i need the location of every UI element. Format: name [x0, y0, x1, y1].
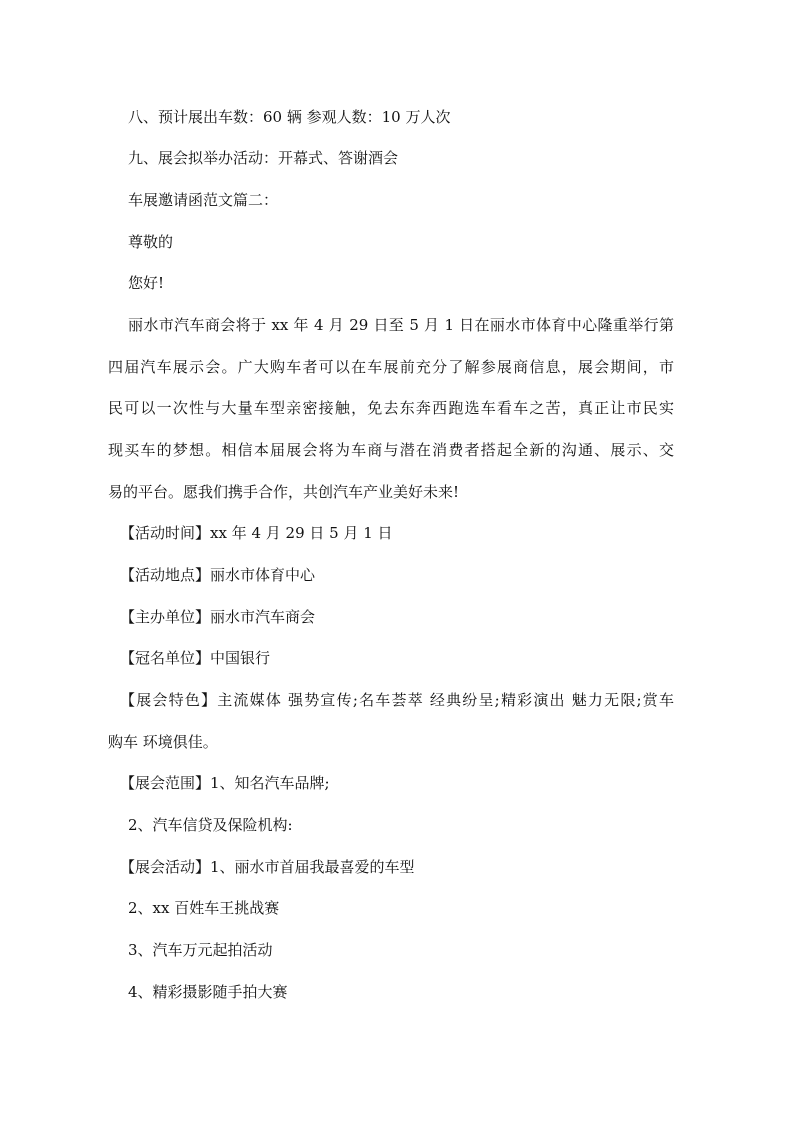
activity-item: 2、xx 百姓车王挑战赛: [128, 899, 280, 917]
exhibition-features: 【展会特色】主流媒体 强势宣传;名车荟萃 经典纷呈;精彩演出 魅力无限;赏车: [120, 691, 674, 709]
salutation: 尊敬的: [128, 233, 174, 251]
text-line: 九、展会拟举办活动：开幕式、答谢酒会: [128, 149, 399, 167]
exhibition-features-cont: 购车 环境俱佳。: [108, 733, 218, 751]
paragraph-line: 丽水市汽车商会将于 xx 年 4 月 29 日至 5 月 1 日在丽水市体育中心隆重举行第: [128, 316, 674, 334]
activity-location: 【活动地点】丽水市体育中心: [120, 566, 316, 584]
paragraph-line: 四届汽车展示会。广大购车者可以在车展前充分了解参展商信息，展会期间，市: [108, 358, 674, 376]
activity-item: 4、精彩摄影随手拍大赛: [128, 983, 288, 1001]
exhibition-activities: 【展会活动】1、丽水市首届我最喜爱的车型: [120, 858, 415, 876]
exhibition-scope: 【展会范围】1、知名汽车品牌;: [120, 774, 330, 792]
title-sponsor: 【冠名单位】中国银行: [120, 649, 271, 667]
activity-time: 【活动时间】xx 年 4 月 29 日 5 月 1 日: [120, 524, 393, 542]
exhibition-scope-item: 2、汽车信贷及保险机构:: [128, 816, 293, 834]
greeting: 您好!: [128, 274, 165, 292]
section-heading: 车展邀请函范文篇二：: [128, 191, 279, 209]
paragraph-line: 易的平台。愿我们携手合作，共创汽车产业美好未来!: [108, 483, 460, 501]
paragraph-line: 现买车的梦想。相信本届展会将为车商与潜在消费者搭起全新的沟通、展示、交: [108, 441, 674, 459]
activity-item: 3、汽车万元起拍活动: [128, 941, 273, 959]
organizer: 【主办单位】丽水市汽车商会: [120, 608, 316, 626]
paragraph-line: 民可以一次性与大量车型亲密接触，免去东奔西跑选车看车之苦，真正让市民实: [108, 399, 674, 417]
text-line: 八、预计展出车数：60 辆 参观人数：10 万人次: [128, 108, 451, 126]
